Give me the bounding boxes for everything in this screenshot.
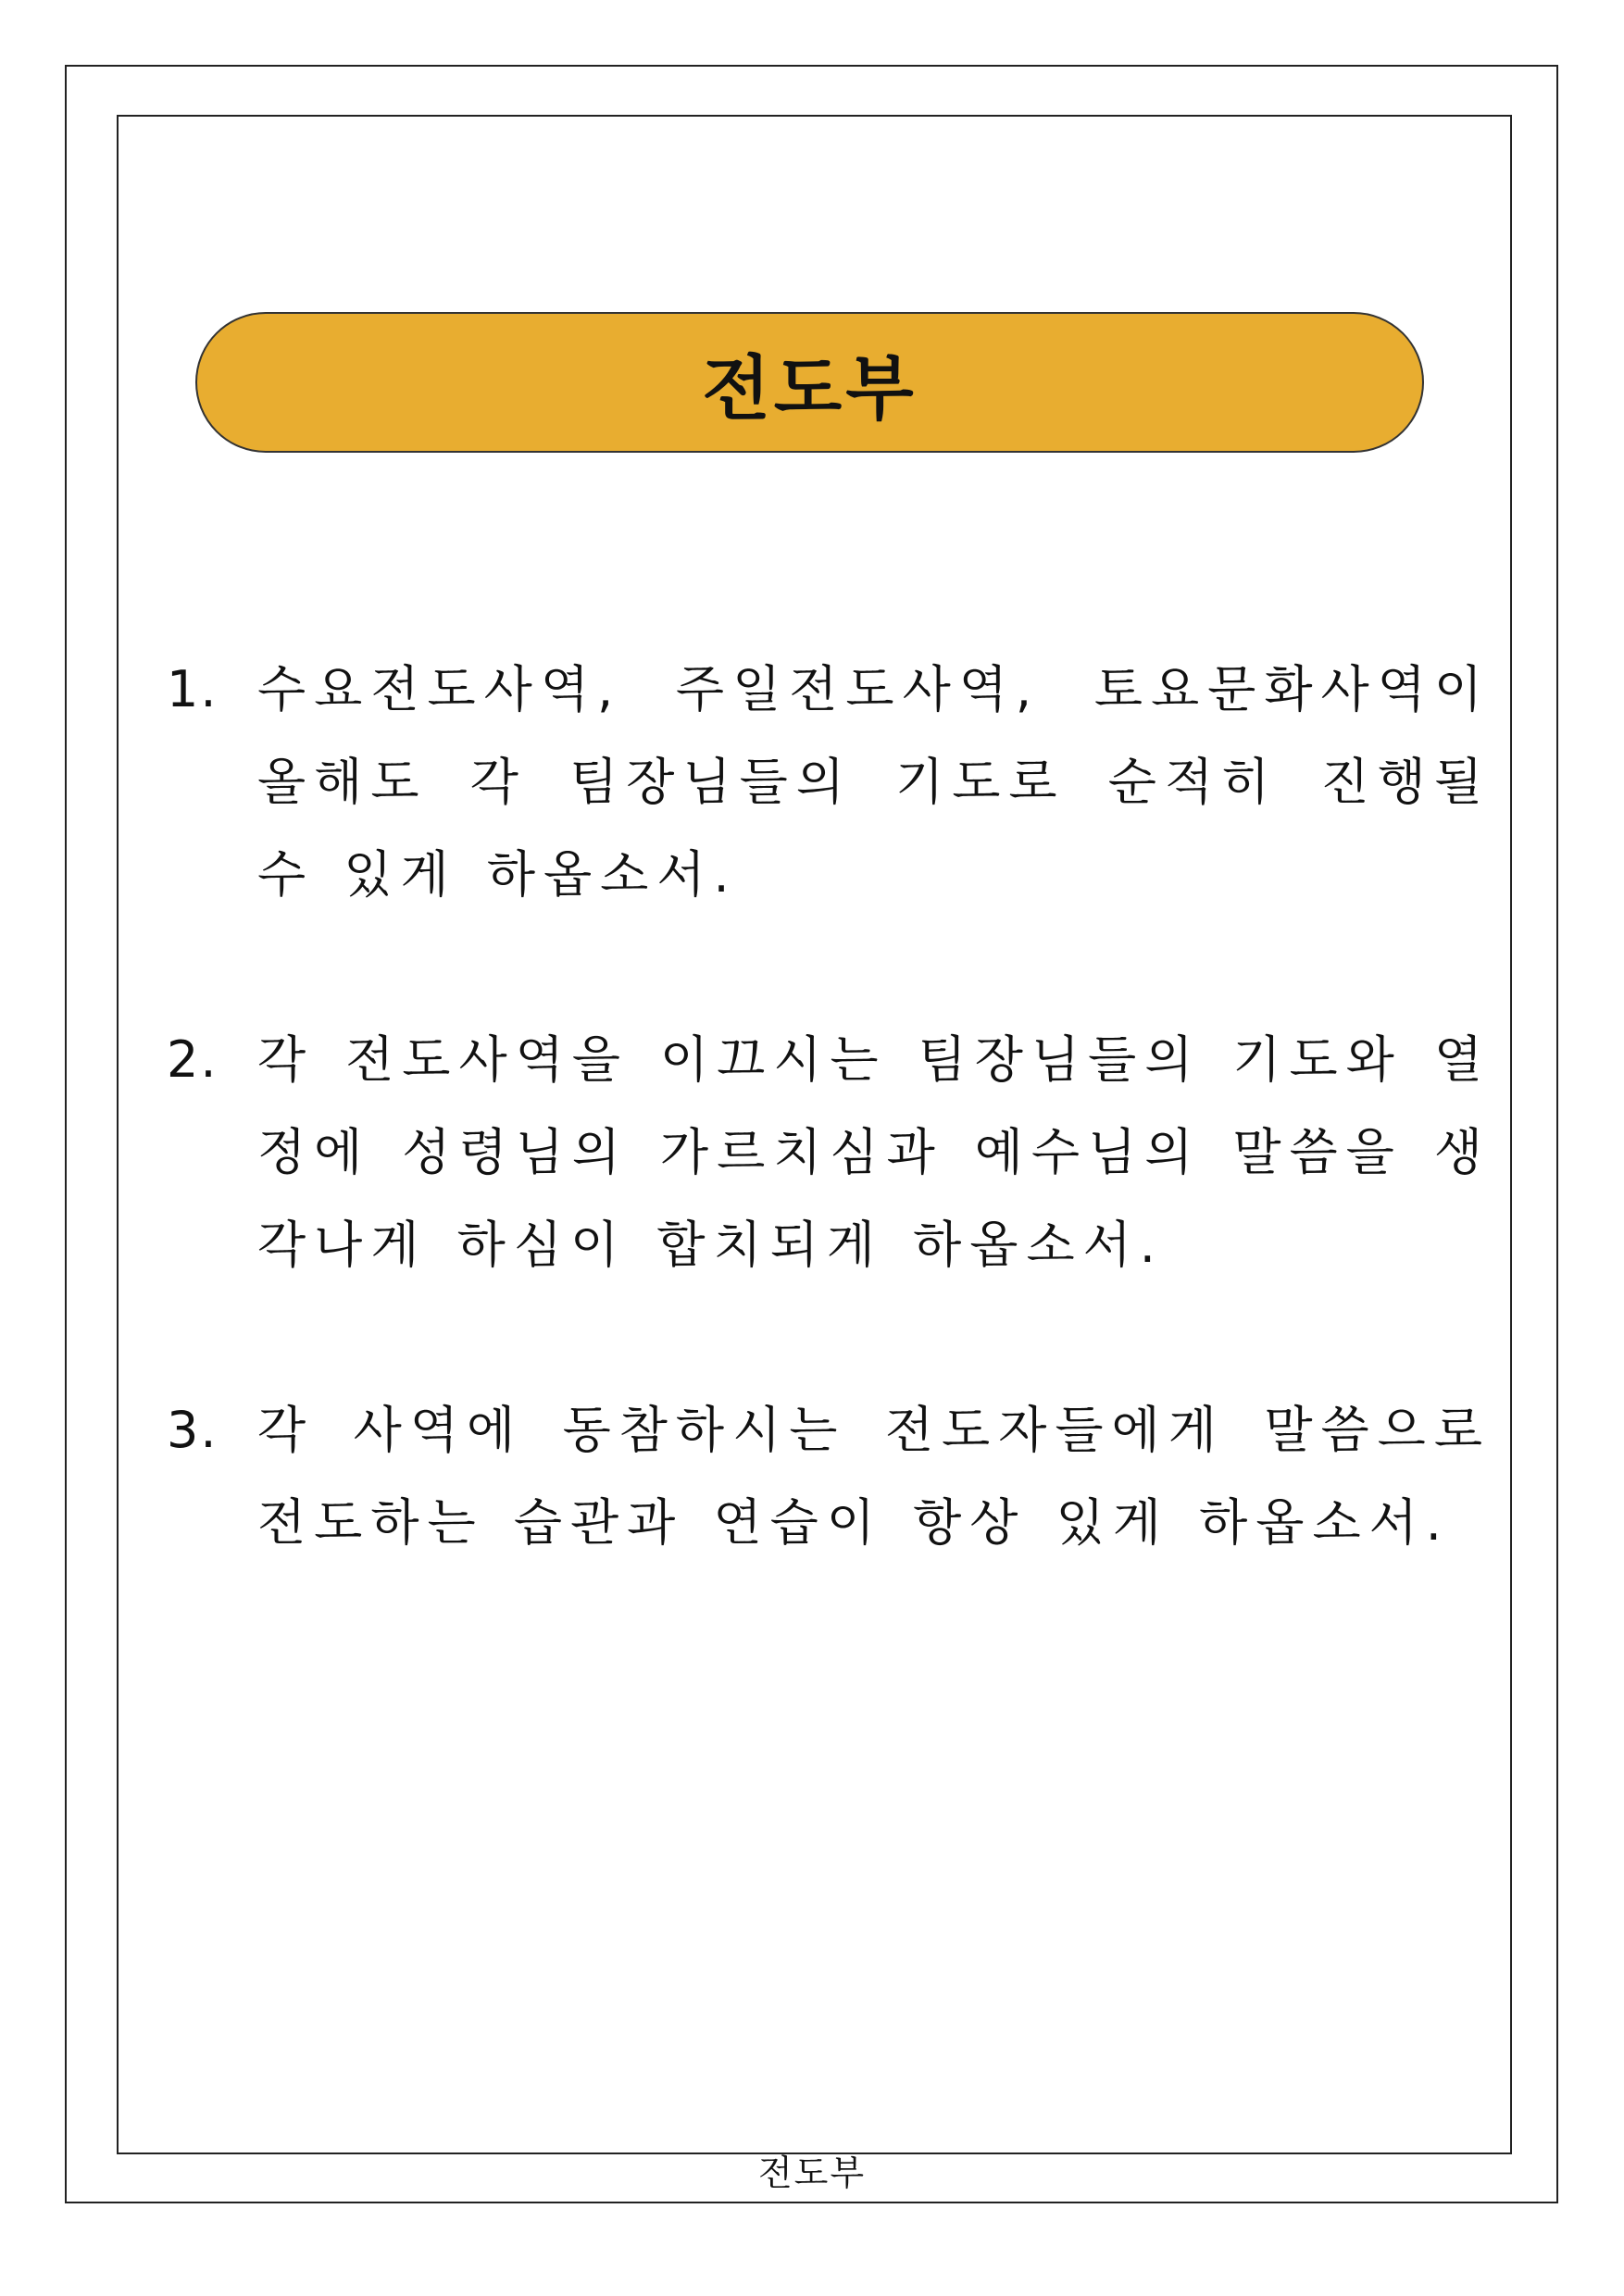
item-number: 2.	[167, 1030, 219, 1089]
prayer-item	[167, 643, 1491, 921]
prayer-item	[167, 1014, 1491, 1292]
item-text: 각 전도사역을 이끄시는 팀장님들의 기도와 열정에 성령님의 가르치심과 예수님의 말씀을 생각나게 하심이 합치되게 하옵소서.	[257, 1030, 1491, 1274]
prayer-item	[167, 1384, 1491, 1569]
item-number: 1.	[167, 660, 219, 718]
item-text: 각 사역에 동참하시는 전도자들에게 말씀으로 전도하는 습관과 연습이 항상 있게 하옵소서.	[257, 1401, 1491, 1552]
page-title: 전도부	[702, 346, 918, 430]
title-banner	[195, 312, 1424, 453]
item-text: 수요전도사역, 주일전도사역, 토요문화사역이 올해도 각 팀장님들의 기도로 순적히 진행될 수 있게 하옵소서.	[257, 660, 1491, 904]
prayer-list	[167, 643, 1491, 1662]
item-number: 3.	[167, 1401, 219, 1459]
page-footer: 전도부	[757, 2152, 867, 2193]
